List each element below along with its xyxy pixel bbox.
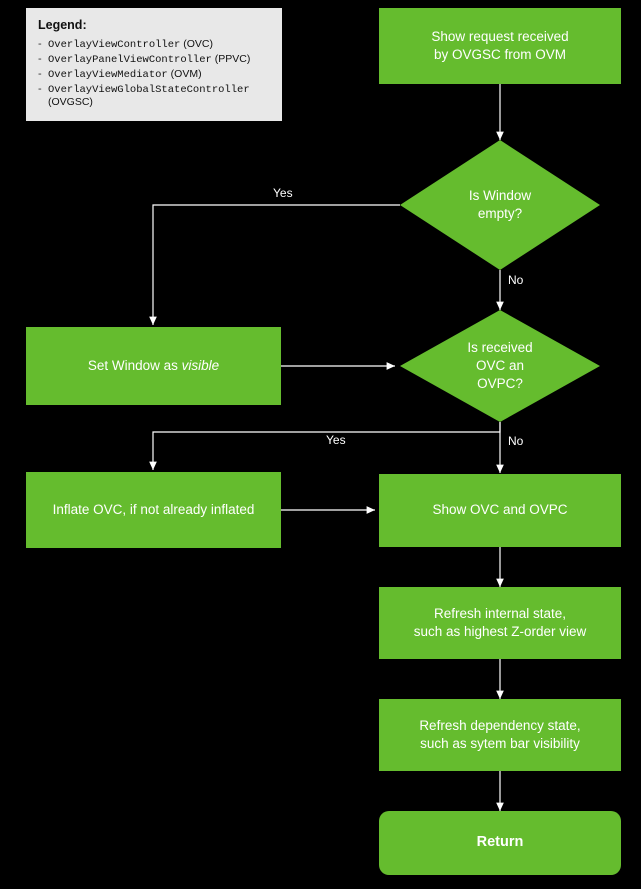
node-set-window-visible-line1: Set Window as [87,357,182,373]
node-start-line1: Show request received [431,28,569,44]
legend-item-abbr: (PPVC) [211,53,251,65]
edge-label-no-ovpc: No [508,434,524,448]
legend-bullet: - [38,53,42,65]
edge-label-no-window-empty: No [508,273,524,287]
legend-item-code: OverlayViewMediator [48,69,168,81]
node-return-label: Return [476,834,524,851]
legend-item-code: OverlayViewGlobalStateController [48,84,250,96]
legend-item-abbr: (OVM) [167,68,202,80]
node-refresh-dependency-state [379,699,621,771]
node-set-window-visible [26,327,281,405]
node-is-window-empty [400,140,600,270]
node-is-ovpc-line3: OVPC? [477,376,523,392]
legend-item-code: OverlayViewController [48,39,181,51]
legend-item [38,38,270,51]
legend-item [38,53,270,66]
node-show-ovc-ovpc [379,474,621,547]
legend-bullet: - [38,83,42,95]
legend [26,8,282,121]
node-start-line2: by OVGSC from OVM [433,47,566,62]
legend-item [38,68,270,81]
legend-item-code: OverlayPanelViewController [48,54,212,66]
node-is-window-empty-line1: Is Window [468,187,532,203]
node-is-ovpc-line1: Is received [467,339,533,355]
legend-item-abbr: (OVC) [180,38,213,50]
node-inflate-ovc [26,472,281,548]
node-set-window-visible-line2: visible [181,357,220,373]
node-is-ovpc [400,310,600,422]
node-refresh-dependency-line1: Refresh dependency state, [419,717,581,733]
legend-bullet: - [38,38,42,50]
node-start [379,8,621,84]
edge-label-yes-ovpc: Yes [326,433,346,447]
legend-title: Legend: [38,18,87,32]
legend-list [38,38,270,108]
legend-item-abbr: (OVGSC) [48,96,93,108]
node-refresh-internal-line2: such as highest Z-order view [413,624,587,639]
edge-label-yes-window-empty: Yes [273,186,293,200]
node-show-ovc-ovpc-label: Show OVC and OVPC [432,502,568,518]
node-is-window-empty-line2: empty? [477,206,523,221]
legend-item [38,83,270,108]
node-refresh-internal-state [379,587,621,659]
node-is-ovpc-line2: OVC an [475,357,525,373]
legend-bullet: - [38,68,42,80]
node-return [379,811,621,875]
node-refresh-dependency-line2: such as sytem bar visibility [420,736,580,751]
node-inflate-ovc-label: Inflate OVC, if not already inflated [52,501,255,517]
node-refresh-internal-line1: Refresh internal state, [433,605,567,621]
